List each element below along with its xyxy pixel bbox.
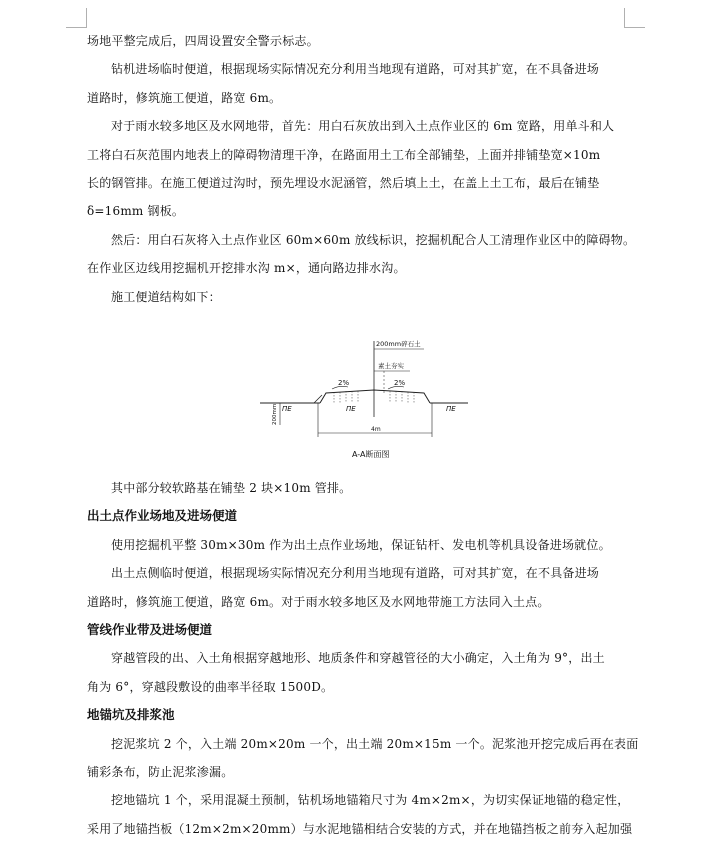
page-corner-mark-top-left-h [66,27,87,28]
paragraph [87,786,633,843]
page-corner-mark-top-right [624,8,645,28]
paragraph [87,644,625,701]
document-body-top [87,27,636,311]
slope-left-arrow [332,386,348,389]
figure-label-second: 素土夯实 [378,362,404,370]
paragraph [87,226,636,283]
width-label: 4m [371,426,381,433]
text-line: 道路时，修筑施工便道，路宽 6m。对于雨水较多地区及水网地带施工方法同入土点。 [87,594,550,609]
document-body-bottom [87,474,639,843]
ground-symbol-right: ΠΕ [446,405,456,413]
cross-section-drawing [254,333,474,473]
paragraph [87,730,639,787]
figure-label-top: 200mm碎石土 [376,340,421,348]
text-line: 挖地锚坑 1 个，采用混凝土预制，钻机场地锚箱尺寸为 4m×2m×，为切实保证地锚的稳定性， [111,793,630,808]
text-line: 使用挖掘机平整 30m×30m 作为出土点作业场地，保证钻杆、发电机等机具设备进场就位。 [111,537,611,552]
paragraph [87,283,625,311]
section-heading [87,616,625,644]
paragraph [87,559,625,616]
text-line: 出土点作业场地及进场便道 [87,508,238,524]
text-line: 其中部分较软路基在铺垫 2 块×10m 管排。 [111,481,352,495]
text-line: 采用了地锚挡板（12m×2m×20mm）与水泥地锚相结合安装的方式，并在地锚挡板之前夯入起加强 [87,821,633,836]
figure-caption: A-A断面图 [352,450,390,459]
slope-right-arrow [388,386,404,389]
road-surface-outline [320,390,430,403]
text-line: 角为 6°，穿越段敷设的曲率半径取 1500D。 [87,679,334,694]
text-line: 道路时，修筑施工便道，路宽 6m。 [87,90,282,105]
text-line: 长的钢管排。在施工便道过沟时，预先埋设水泥涵管，然后填上土，在盖上土工布，最后在铺垫 [87,175,600,190]
paragraph [87,531,625,559]
paragraph [87,27,625,55]
text-line: 工将白石灰范围内地表上的障碍物清理干净，在路面用土工布全部铺垫，上面并排铺垫宽×10m [87,147,601,162]
ground-symbol-left: ΠΕ [282,405,292,413]
ground-symbol-mid: ΠΕ [346,405,356,413]
slope-right-label: 2% [394,379,406,387]
paragraph [87,55,625,112]
text-line: 管线作业带及进场便道 [87,621,213,637]
slope-left-label: 2% [338,379,350,387]
text-line: 地锚坑及排浆池 [87,707,175,723]
text-line: 出土点侧临时便道，根据现场实际情况充分利用当地现有道路，可对其扩宽，在不具备进场 [111,566,600,581]
road-cross-section-figure [254,333,474,473]
section-heading [87,701,625,729]
text-line: 在作业区边线用挖掘机开挖排水沟 m×，通向路边排水沟。 [87,261,406,276]
text-line: 铺彩条布，防止泥浆渗漏。 [87,764,234,779]
text-line: 然后：用白石灰将入土点作业区 60m×60m 放线标识，挖掘机配合人工清理作业区中的障碍物。 [111,232,636,247]
paragraph [87,112,625,226]
page-corner-mark-top-right-h [624,27,645,28]
page-corner-mark-top-left [66,8,87,28]
text-line: 施工便道结构如下： [111,289,221,304]
text-line: 场地平整完成后，四周设置安全警示标志。 [87,34,319,48]
section-heading [87,502,625,530]
text-line: 穿越管段的出、入土角根据穿越地形、地质条件和穿越管径的大小确定，入土角为 9°，出土 [111,651,605,666]
text-line: 对于雨水较多地区及水网地带，首先：用白石灰放出到入土点作业区的 6m 宽路，用单斗和人 [111,119,615,134]
text-line: δ=16mm 钢板。 [87,204,185,219]
text-line: 挖泥浆坑 2 个，入土端 20m×20m 一个，出土端 20m×15m 一个。泥浆池开挖完成后再在表面 [111,736,639,751]
text-line: 钻机进场临时便道，根据现场实际情况充分利用当地现有道路，可对其扩宽，在不具备进场 [111,62,600,77]
paragraph [87,474,625,502]
depth-label: 200mm [272,403,278,425]
